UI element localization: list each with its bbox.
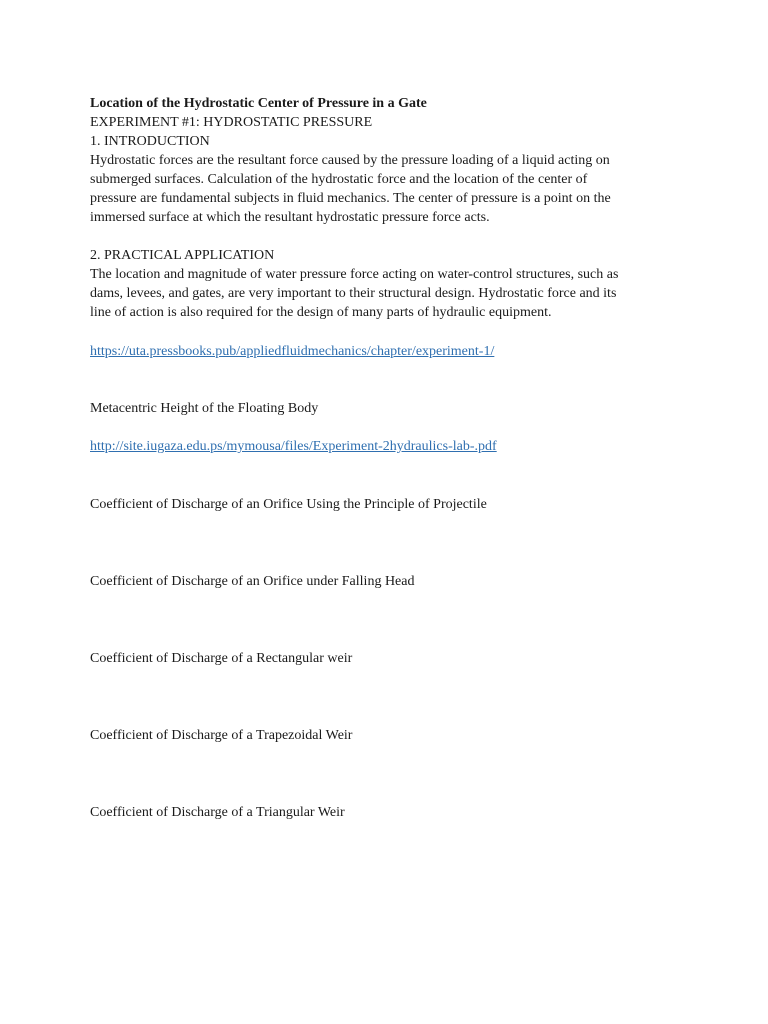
experiment-heading: EXPERIMENT #1: HYDROSTATIC PRESSURE [90,115,373,130]
introduction-line: Hydrostatic forces are the resultant force caused by the pressure loading of a liquid acting on [90,153,610,168]
topic-trapezoidal-weir: Coefficient of Discharge of a Trapezoidal Weir [90,728,353,743]
practical-application-heading: 2. PRACTICAL APPLICATION [90,248,275,263]
document-page [90,94,670,822]
application-line: The location and magnitude of water pressure force acting on water-control structures, such as [90,267,619,282]
spacer [90,418,670,437]
spacer [90,361,670,399]
spacer [90,227,670,246]
spacer [90,668,670,726]
introduction-line: immersed surface at which the resultant hydrostatic pressure force acts. [90,210,490,225]
practical-application-paragraph [90,265,670,322]
topic-rectangular-weir: Coefficient of Discharge of a Rectangular weir [90,651,353,666]
introduction-line: pressure are fundamental subjects in fluid mechanics. The center of pressure is a point on the [90,191,611,206]
iugaza-link[interactable]: http://site.iugaza.edu.ps/mymousa/files/Experiment-2hydraulics-lab-.pdf [90,439,497,454]
application-line: line of action is also required for the design of many parts of hydraulic equipment. [90,305,552,320]
introduction-paragraph [90,151,670,227]
pressbooks-link[interactable]: https://uta.pressbooks.pub/appliedfluidmechanics/chapter/experiment-1/ [90,344,495,359]
spacer [90,591,670,649]
metacentric-heading: Metacentric Height of the Floating Body [90,401,319,416]
topic-triangular-weir: Coefficient of Discharge of a Triangular Weir [90,805,345,820]
topic-falling-head: Coefficient of Discharge of an Orifice under Falling Head [90,574,415,589]
spacer [90,514,670,572]
application-line: dams, levees, and gates, are very important to their structural design. Hydrostatic force and its [90,286,617,301]
introduction-heading: 1. INTRODUCTION [90,134,210,149]
introduction-line: submerged surfaces. Calculation of the hydrostatic force and the location of the center of [90,172,588,187]
topic-projectile: Coefficient of Discharge of an Orifice Using the Principle of Projectile [90,497,487,512]
spacer [90,322,670,342]
document-title: Location of the Hydrostatic Center of Pressure in a Gate [90,96,427,111]
spacer [90,745,670,803]
spacer [90,456,670,495]
